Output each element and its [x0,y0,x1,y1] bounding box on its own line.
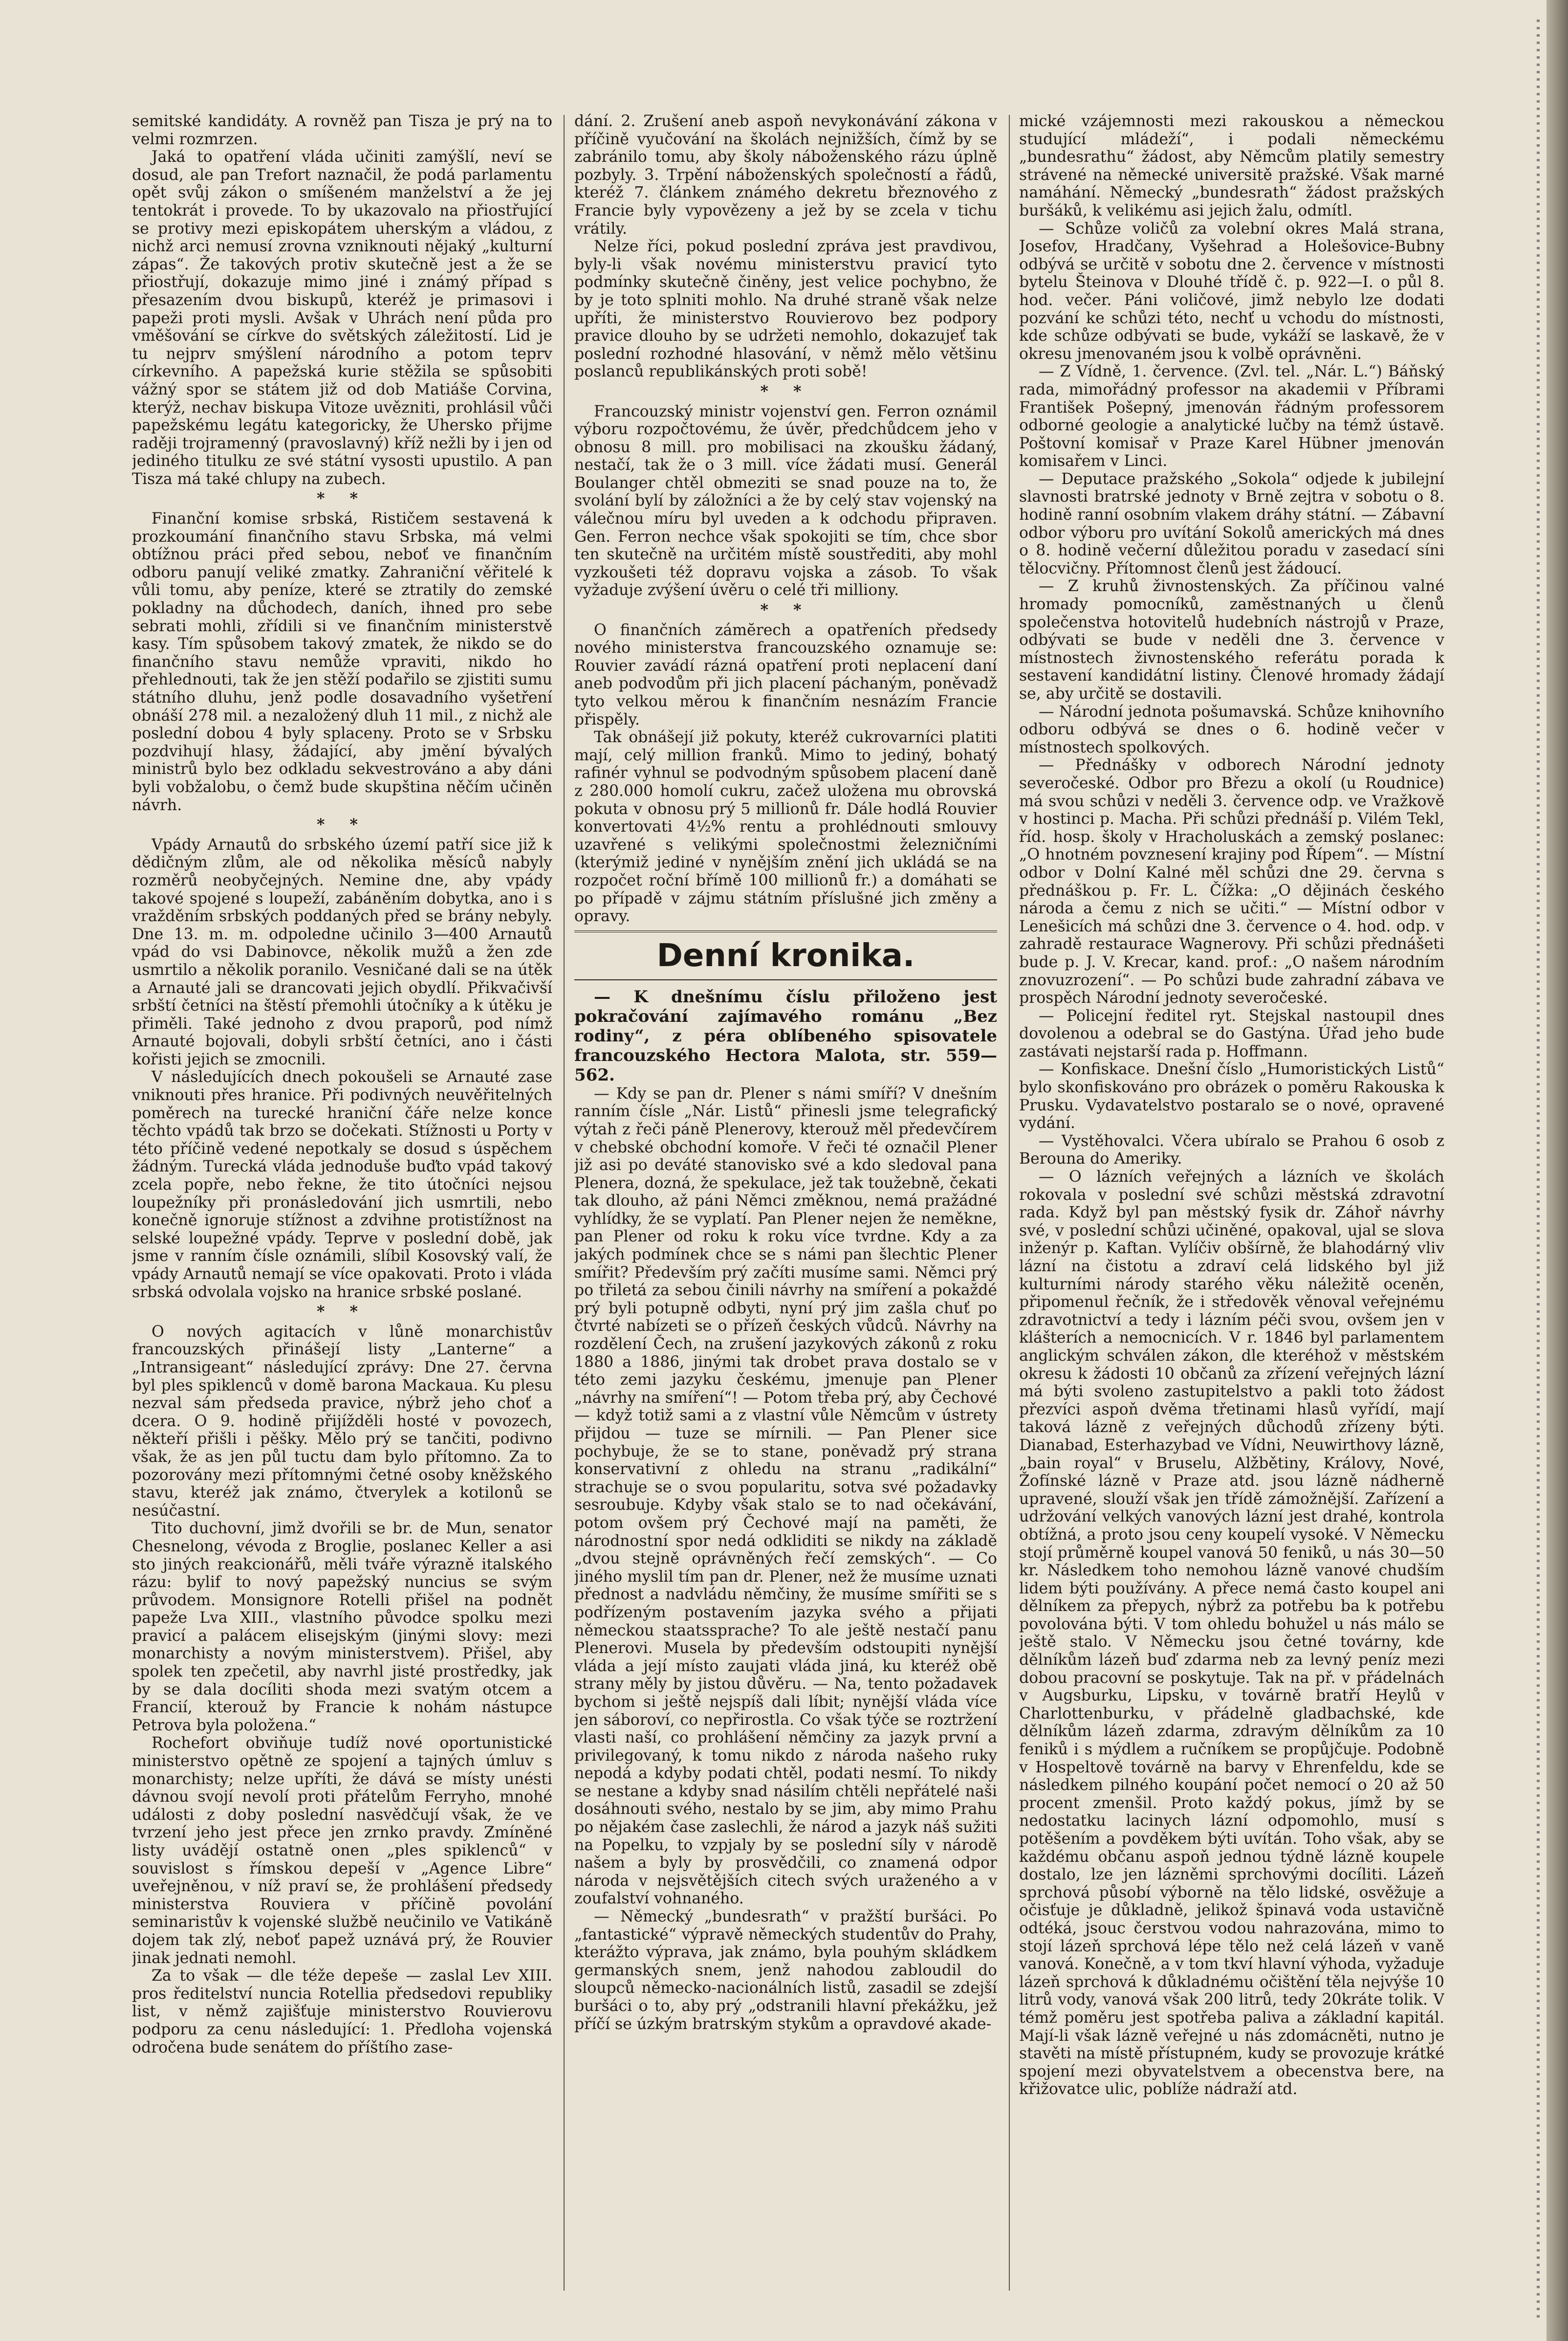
paragraph: — Národní jednota pošumavská. Schůze knihovního odboru odbývá se dnes o 6. hodině večer v místnostech spolkových. [1019,703,1444,756]
section-separator: * * [760,382,811,400]
paragraph: — Schůze voličů za volební okres Malá strana, Josefov, Hradčany, Vyšehrad a Holešovice-Bubny odbývá se určitě v sobotu dne 2. července v místnosti bytelu Šteinova v Dlouhé třídě č. p. 922—I. o půl 8. hod. večer. Páni voličové, jimž nebylo lze dodati pozvání ke schůzi této, nechť u vchodu do místnosti, kde schůze odbývati se bude, vykáží se laskavě, že v okresu jmenovaném jsou k volbě oprávněni. [1019,220,1444,363]
paragraph: Za to však — dle téže depeše — zaslal Lev XIII. pros ředitelství nuncia Rotellia předsedovi republiky list, v němž zajišťuje ministerstvo Rouvierovu podporu za cenu následující: 1. Předloha vojenská odročena bude senátem do příštího zase- [132,1967,552,2056]
paragraph: — Kdy se pan dr. Plener s námi smíří? V dnešním ranním čísle „Nár. Listů“ přinesli jsme telegrafický výtah z řeči páně Plenerovy, kterouž měl předevčírem v chebské obchodní komoře. V řeči té označil Plener již asi po deváté stanovisko své a kdo sledoval pana Plenera, dozná, že spekulace, jež tak toužebně, čekati tak dlouho, až páni Němci změknou, nemá pražádné vyhlídky, že se vyplatí. Pan Plener nejen že neměkne, pan Plener od roku k roku více tvrdne. Kdy a za jakých podmínek chce se s námi pan šlechtic Plener smířit? Především prý začíti musíme sami. Němci prý po třiletá za sebou činili návrhy na smíření a pokaždé prý byli potupně odbyti, nyní prý jim zašla chuť po čtvrté nabízeti se o přízeň českých vůdců. Návrhy na rozdělení Čech, na zrušení jazykových zákonů z roku 1880 a 1886, jinými tak drobet prava dostalo se v této zemi jazyku českému, jmenuje pan Plener „návrhy na smíření“! — Potom třeba prý, aby Čechové — když totiž sami a z vlastní vůle Němcům v ústrety přijdou — tuze se mírnili. — Pan Plener sice pochybuje, že se to stane, poněvadž prý strana konservativní z ohledu na stranu „radikální“ strachuje se o svou popularitu, sotva své požadavky sesroubuje. Kdyby však stalo se to nad očekávání, potom ovšem prý Čechové mají na paměti, že národnostní spor nedá odkliditi se nikdy na základě „dvou stejně oprávněných řečí zemských“. — Co jiného myslil tím pan dr. Plener, než že musíme uznati přednost a nadvládu němčiny, že musíme smířiti se s podřízeným postavením jazyka svého a přijati německou staatssprache? To ale ještě nestačí panu Plenerovi. Musela by především odstoupiti nynější vláda a její místo zaujati vláda jiná, ku kteréž obě strany měly by jistou důvěru. — Na, tento požadavek bychom si ještě nejspíš dali líbit; nynější vláda více jen sáboroví, co nepřirostla. Co však týče se roztržení vlasti naší, co prohlášení němčiny za jazyk první a privilegovaný, k tomu nikdo z národa našeho ruky nepodá a kdyby podati chtěl, podati nesmí. To nikdy se nestane a kdyby snad násilím chtěli nepřátelé naši dosáhnouti svého, nestalo by se jim, aby mimo Prahu po nějakém čase zaslechli, že národ a jazyk náš sužiti na Popelku, to vzpjaly by se poslední síly v národě našem a byly by prosvědčili, co znamená odpor národa v nejsvětějších citech svých uraženého a v zoufalství vohnaného. [574,1084,997,1908]
paragraph: — Konfiskace. Dnešní číslo „Humoristických Listů“ bylo skonfiskováno pro obrázek o poměru Rakouska k Prusku. Vydavatelstvo postaralo se o nové, opravené vydání. [1019,1060,1444,1132]
paragraph: Francouzský ministr vojenství gen. Ferron oznámil výboru rozpočtovému, že úvěr, předchůdcem jeho v obnosu 8 mill. pro mobilisaci na zkoušku žádaný, nestačí, tak že o 3 mill. více žádati musí. Generál Boulanger chtěl obmeziti se snad pouze na to, že svolání bylí by záložníci a že by celý stav vojenský na válečnou míru byl uveden a k odchodu připraven. Gen. Ferron nechce však spokojiti se tím, chce sbor ten skutečně na určitém místě soustřediti, aby mohl vyzkoušeti též dopravu vojska a zásob. To však vyžaduje zvýšení úvěru o celé tři milliony. [574,402,997,599]
paragraph: — Z kruhů živnostenských. Za příčinou valné hromady pomocníků, zaměstnaných u členů společenstva hotovitelů hudebních nástrojů v Praze, odbývati se bude v neděli dne 3. července v místnostech živnostenského referátu porada k sestavení kandidátní listiny. Členové hromady žádají se, aby určitě se dostavili. [1019,577,1444,703]
column-1 [132,112,552,2298]
paragraph: — Vystěhovalci. Včera ubíralo se Prahou 6 osob z Berouna do Ameriky. [1019,1132,1444,1168]
section-separator: * * [317,816,368,834]
section-separator: * * [760,601,811,619]
paragraph: V následujících dnech pokoušeli se Arnauté zase vniknouti přes hranice. Při podivných neuvěřitelných poměrech na turecké hraniční čáře nelze konce těchto vpádů tak brzo se dočekati. Stížnosti u Porty v této příčině vedené nepotkaly se dosud s úspěchem žádným. Turecká vláda jednoduše buďto vpád takový zcela popře, nebo řekne, že tito útočníci nejsou loupežníky při pronásledování jich usmrtili, nebo konečně ignoruje stížnost a zdvihne protistížnost na selské loupežné vpády. Teprve v poslední době, jak jsme v ranním čísle oznámili, slíbil Kosovský valí, že vpády Arnautů nemají se více opakovati. Proto i vláda srbská odvolala vojsko na hranice srbské poslané. [132,1068,552,1301]
paragraph: dání. 2. Zrušení aneb aspoň nevykonávání zákona v příčině vyučování na školách nejnižších, čímž by se zabránilo tomu, aby školy náboženského rázu úplně pozbyly. 3. Trpění náboženských společností a řádů, kteréž 7. článkem známého dekretu březnového z Francie byly vypovězeny a jež by se zcela v tichu vrátily. [574,112,997,238]
paragraph: Tito duchovní, jimž dvořili se br. de Mun, senator Chesnelong, vévoda z Broglie, poslanec Keller a asi sto jiných reakcionářů, měli tváře výrazně italského rázu: bylif to nový papežský nuncius se svým průvodem. Monsignore Rotelli přišel na podnět papeže Lva XIII., vlastního původce spolku mezi pravicí a palácem elisejským (jinými slovy: mezi monarchisty a novým ministerstvem). Přišel, aby spolek ten zpečetil, aby navrhl jisté prostředky, jak by se dala docíliti shoda mezi svatým otcem a Francií, kterouž by Francie k nohám nástupce Petrova byla položena.“ [132,1520,552,1734]
binding-stitch-marks [1537,20,1540,2318]
paragraph-supplement-notice: — K dnešnímu číslu přiloženo jest pokračování zajímavého románu „Bez rodiny“, z péra oblíbeného spisovatele francouzského Hectora Malota, str. 559—562. [574,987,997,1085]
paragraph: Rochefort obviňuje tudíž nové oportunistické ministerstvo opětně ze spojení a tajných úmluv s monarchisty; nelze upříti, že dává se místy unésti dávnou svojí nevolí proti přátelům Ferryho, mnohé události z doby poslední nasvědčují však, že ve tvrzení jeho jest přece jen zrnko pravdy. Zmíněné listy uvádějí ostatně onen „ples spiklenců“ v souvislost s římskou depeší v „Agence Libre“ uveřejněnou, v níž praví se, že prohlášení předsedy ministerstva Rouviera v příčině povolání seminaristův k vojenské službě neučinilo ve Vatikáně dojem tak zlý, neboť papež uznává prý, že Rouvier jinak jednati nemohl. [132,1734,552,1967]
column-2 [574,112,997,2298]
column-3 [1019,112,1444,2298]
paragraph: Jaká to opatření vláda učiniti zamýšlí, neví se dosud, ale pan Trefort naznačil, že podá parlamentu opět svůj zákon o smíšeném manželství a že jej tentokrát i provede. To by ukazovalo na přiostřující se protivy mezi episkopátem uherským a vládou, z nichž arci nemusí zrovna vzniknouti nějaký „kulturní zápas“. Že takových protiv skutečně jest a že se přiostřují, dokazuje mimo jiné i známý případ s přesazením dvou biskupů, kteréž je primasovi i papeži proti mysli. Avšak v Uhrách není půda pro vměšování se církve do světských záležitostí. Lid je tu nejprv smýšlení národního a potom teprv církevního. A papežská kurie stěžila se spůsobiti vážný spor se státem již od dob Matiáše Corvina, kterýž, nechav biskupa Vitoze uvězniti, prohlásil vůči papežskému legátu kategoricky, že Uhersko přijme raději trojramenný (pravoslavný) kříž nežli by i jen od jediného titulku ze své státní vysosti upustilo. A pan Tisza má také chlupy na zubech. [132,148,552,488]
paragraph: — Německý „bundesrath“ v pražští buršáci. Po „fantastické“ výpravě německých studentův do Prahy, kterážto výprava, jak známo, byla pouhým skládkem germanských snem, jenž nahodou zabloudil do sloupců německo-nacionálních listů, zasadil se zdejší buršáci o to, aby prý „odstranili hlavní překážku, jež příčí se úzkým bratrským stykům a opravdové akade- [574,1908,997,2033]
paragraph: — Policejní ředitel ryt. Stejskal nastoupil dnes dovolenou a odebral se do Gastýna. Úřad jeho bude zastávati nejstarší rada p. Hoffmann. [1019,1007,1444,1060]
paragraph: O nových agitacích v lůně monarchistův francouzských přinášejí listy „Lanterne“ a „Intransigeant“ následující zprávy: Dne 27. června byl ples spiklenců v domě barona Mackaua. Ku plesu nezval sám předseda pravice, nýbrž jeho choť a dcera. O 9. hodině přijížděli hosté v povozech, někteří přišli i pěšky. Mělo prý se tančiti, podivno však, že as jen půl tuctu dam bylo přítomno. Za to pozorovány mezi přítomnými četné osoby kněžského stavu, kteréž jak známo, čtverylek a kotilonů se nesúčastní. [132,1323,552,1520]
section-separator: * * [317,1303,368,1321]
section-separator: * * [317,489,368,508]
paragraph: Nelze říci, pokud poslední zpráva jest pravdivou, byly-li však novému ministerstvu pravicí tyto podmínky skutečně činěny, jest velice pochybno, že by je toto splniti mohlo. Na druhé straně však nelze upříti, že ministerstvo Rouvierovo bez podpory pravice dlouho by se udržeti nemohlo, dokazujeť tak poslední rozhodné hlasování, v němž mělo většinu poslanců republikánských proti sobě! [574,238,997,381]
paragraph: Tak obnášejí již pokuty, kteréž cukrovarníci platiti mají, celý million franků. Mimo to jediný, bohatý rafinér vyhnul se podvodným spůsobem placení daně z 280.000 homolí cukru, začež uložena mu obrovská pokuta v obnosu prý 5 millionů fr. Dále hodlá Rouvier konvertovati 4½% rentu a prohlédnouti smlouvy uzavřené s velikými společnostmi železničními (kterýmiž jediné v nynějším znění jich ukládá se na rozpočet roční břímě 100 millionů fr.) a domáhati se po případě v zájmu státním příslušné jich změny a opravy. [574,729,997,926]
column-rule-1 [564,115,565,2291]
paragraph: mické vzájemnosti mezi rakouskou a německou studující mládeží“, i podali německému „bundesrathu“ žádost, aby Němcům platily semestry strávené na německé universitě pražské. Však marné namáhání. Německý „bundesrath“ žádost pražských buršáků, k velikému asi jejich žalu, odmítl. [1019,112,1444,220]
paragraph: semitské kandidáty. A rovněž pan Tisza je prý na to velmi rozmrzen. [132,112,552,148]
page-binding-edge [1546,0,1568,2341]
paragraph: O finančních zámĕrech a opatřeních předsedy nového ministerstva francouzského oznamuje se: Rouvier zavádí rázná opatření proti neplacení daní aneb podvodům při jich placení páchaným, poněvadž tyto velkou měrou k finančním nesnázím Francie přispěly. [574,621,997,729]
paragraph: — Z Vídně, 1. července. (Zvl. tel. „Nár. L.“) Báňský rada, mimořádný professor na akademii v Příbrami František Pošepný, jmenován řádným professorem odborné geologie a analytické lučby na témž ústavě. Poštovní komisař v Praze Karel Hübner jmenován komisařem v Linci. [1019,363,1444,470]
paragraph: — Přednášky v odborech Národní jednoty severočeské. Odbor pro Březu a okolí (u Roudnice) má svou schůzi v neděli 3. července odp. ve Vražkově v hostinci p. Macha. Při schůzi přednáší p. Vilém Tekl, říd. hosp. školy v Hracholuskách a zemský poslanec: „O hnotném povznesení krajiny pod Řípem“. — Místní odbor v Dolní Kalné měl schůzi dne 29. června s přednáškou p. Fr. L. Čížka: „O dějinách českého národa a čemu z nich se učiti.“ — Místní odbor v Lenešicích má schůzi dne 3. července o 4. hod. odp. v zahradě restaurace Wagnerovy. Při schůzi přednášeti bude p. J. V. Krecar, kand. prof.: „O našem národním znovuzrození“. — Po schůzi bude zahradní zábava ve prospěch Národní jednoty severočeské. [1019,756,1444,1007]
paragraph: Vpády Arnautů do srbského území patří sice již k dědičným zlům, ale od několika měsíců nabyly rozměrů neobyčejných. Nemine dne, aby vpády takové spojené s loupeží, zabáněním dobytka, ano i s vražděním srbských poddaných před se brány nebyly. Dne 13. m. m. odpoledne učinilo 3—400 Arnautů vpád do vsi Dabinovce, několik mužů a žen zde usmrtilo a několik poranilo. Vesničané dali se na útěk a Arnauté jali se drancovati jejich obydlí. Přikvačivší srbští četníci na štěstí přemohli útočníky a k útěku je přiměli. Také jednoho z dvou praporů, pod nímž Arnauté bojovali, dobyli srbští četníci, ano i části kořisti jejich se zmocnili. [132,836,552,1068]
section-heading-denni-kronika: Denní kronika. [574,930,997,980]
paragraph: Finanční komise srbská, Rističem sestavená k prozkoumání finančního stavu Srbska, má velmi obtížnou práci před sebou, neboť ve finančním odboru panují veliké zmatky. Zahraniční věřitelé k vůli tomu, aby peníze, které se ztratily do zemské pokladny na důchodech, daních, ihned pro sebe sebrati mohli, zřídili si ve finančním ministerstvě kasy. Tím spůsobem takový zmatek, že nikdo se do finančního stavu nemůže vpraviti, nikdo ho přehlednouti, tak že jen stěží podařilo se zjistiti sumu státního dluhu, jenž podle dosavadního vyšetření obnáší 278 mil. a nezaložený dluh 11 mil., z nichž ale poslední dobou 4 byly splaceny. Proto se v Srbsku pozdvihují hlasy, žádající, aby jmění bývalých ministrů bylo bez odkladu sekvestrováno a aby dáni byli vobžalobu, o čemž bude skupština něčím učiněn návrh. [132,510,552,814]
paragraph: — Deputace pražského „Sokola“ odjede k jubilejní slavnosti bratrské jednoty v Brně zejtra v sobotu o 8. hodině ranní osobním vlakem dráhy státní. — Zábavní odbor výboru pro uvítání Sokolů amerických má dnes o 8. hodině večerní důležitou poradu v zasedací síni tělocvičny. Přítomnost členů jest žádoucí. [1019,470,1444,577]
column-rule-2 [1009,115,1010,2291]
paragraph: — O lázních veřejných a lázních ve školách rokovala v poslední své schůzi městská zdravotní rada. Když byl pan městský fysik dr. Záhoř návrhy své, v poslední schůzi učiněné, opakoval, ujal se slova inženýr p. Kaftan. Vylíčiv obšírně, že blahodárný vliv lázní na čistotu a zdraví celá lidského byl již kulturními národy starého věku náležitě oceněn, připomenul řečník, že i středověk věnoval veřejnému zdravotnictví a tedy i lázním péči svou, ovšem jen v klášterích a nemocnicích. V r. 1846 byl parlamentem anglickým schválen zákon, dle kteréhož v městském okresu k žádosti 10 občanů za zřízení veřejných lázní má býti svoleno zastupitelstvo a pakli toto žádost přezvíci aspoň dvěma třetinami hlasů vyřídí, mají taková lázně z veřejných důchodů zřízeny býti. Dianabad, Esterhazybad ve Vídni, Neuwirthovy lázně, „bain royal“ v Bruselu, Alžbětiny, Královy, Nové, Žofínské lázně v Praze atd. jsou lázně nádherně upravené, slouží však jen třídě zámožnější. Zařízení a udržování velkých vanových lázní jest drahé, kontrola obtížná, a proto jsou ceny koupelí vysoké. V Německu stojí průměrně koupel vanová 50 feniků, u nás 30—50 kr. Následkem toho nemohou lázně vanové chudším lidem býti používány. A přece nemá často koupel ani dělníkem za přepych, nýbrž za potřebu ba k potřebu povolována býti. V tom ohledu bohužel u nás málo se ještě stalo. V Německu jsou četné továrny, kde dělníkům lázeň buď zdarma neb za levný peníz mezi dobou pracovní se poskytuje. Tak na př. v přádelnách v Augsburku, Lipsku, v továrně bratří Heylů v Charlottenburku, v přádelně gladbachské, kde dělníkům lázeň zdarma, zdravým dělníkům za 10 feniků i s mýdlem a ručníkem se propůjčuje. Podobně v Hospeltově továrně na barvy v Ehrenfeldu, kde se následkem pilného koupání počet nemocí o 20 až 50 procent zmenšil. Proto každý pokus, jímž by se nedostatku lacinych lázní odpomohlo, musí s potěšením a povděkem býti uvítán. Toho však, aby se každému občanu aspoň jednou týdně lázně koupele dostalo, lze jen lázněmi sprchovými docíliti. Lázeň sprchová působí výborně na tělo lidské, osvěžuje a očisťuje je důkladně, jelikož špinavá voda ustavičně odtéká, jsouc čerstvou vodou nahrazována, mimo to stojí lázeň sprchová lépe tělo než celá lázeň v vaně vanová. Konečně, a v tom tkví hlavní výhoda, vyžaduje lázeň sprchová k důkladnému očištění těla nejvýše 10 litrů vody, vanová však 200 litrů, tedy 20kráte tolik. V témž poměru jest spotřeba paliva a základní kapitál. Mají-li však lázně veřejné u nás zdomácněti, nutno je stavěti na místě přístupném, kudy se provozuje krátké spojení mezi obyvatelstvem a obecenstva bere, na křižovatce ulic, poblíže nádraží atd. [1019,1168,1444,2098]
